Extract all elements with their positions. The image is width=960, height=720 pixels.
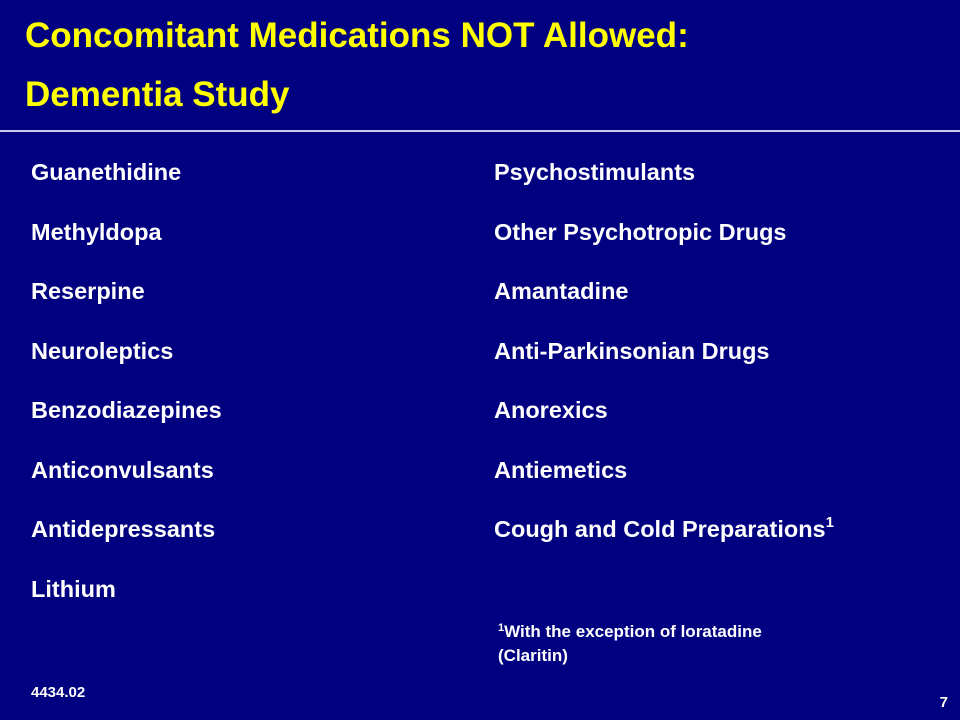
footnote xyxy=(498,620,898,668)
medication-item: Methyldopa xyxy=(31,218,162,245)
footnote-line-2: (Claritin) xyxy=(498,646,568,665)
medication-item: Psychostimulants xyxy=(494,159,696,185)
title-line-1: Concomitant Medications NOT Allowed: xyxy=(25,16,689,55)
medication-item: Antiemetics xyxy=(494,456,628,483)
slide-code: 4434.02 xyxy=(31,684,86,701)
medication-item: Guanethidine xyxy=(31,159,182,185)
medication-item: Anticonvulsants xyxy=(31,456,214,483)
title-divider xyxy=(0,130,960,132)
medication-item: Benzodiazepines xyxy=(31,397,222,423)
medication-item: Antidepressants xyxy=(31,516,216,542)
footnote-marker: 1 xyxy=(825,514,834,531)
left-medication-list xyxy=(31,150,222,626)
page-number: 7 xyxy=(939,694,948,711)
footnote-marker: 1 xyxy=(498,622,505,634)
medication-item: Anti-Parkinsonian Drugs xyxy=(494,337,770,364)
medication-item: Anorexics xyxy=(494,397,608,423)
footnote-line-1 xyxy=(498,620,898,644)
medication-item: Reserpine xyxy=(31,278,145,304)
right-medication-list xyxy=(494,150,834,567)
medication-item-with-footnote xyxy=(494,507,834,567)
medication-item: Other Psychotropic Drugs xyxy=(494,218,787,245)
medication-item: Amantadine xyxy=(494,278,629,304)
medication-item: Neuroleptics xyxy=(31,337,174,364)
title-line-2: Dementia Study xyxy=(25,75,290,114)
slide-title xyxy=(25,6,945,124)
medication-item: Lithium xyxy=(31,575,116,602)
footnote-text: With the exception of loratadine xyxy=(504,622,762,641)
medication-item-label: Cough and Cold Preparations xyxy=(494,516,826,542)
